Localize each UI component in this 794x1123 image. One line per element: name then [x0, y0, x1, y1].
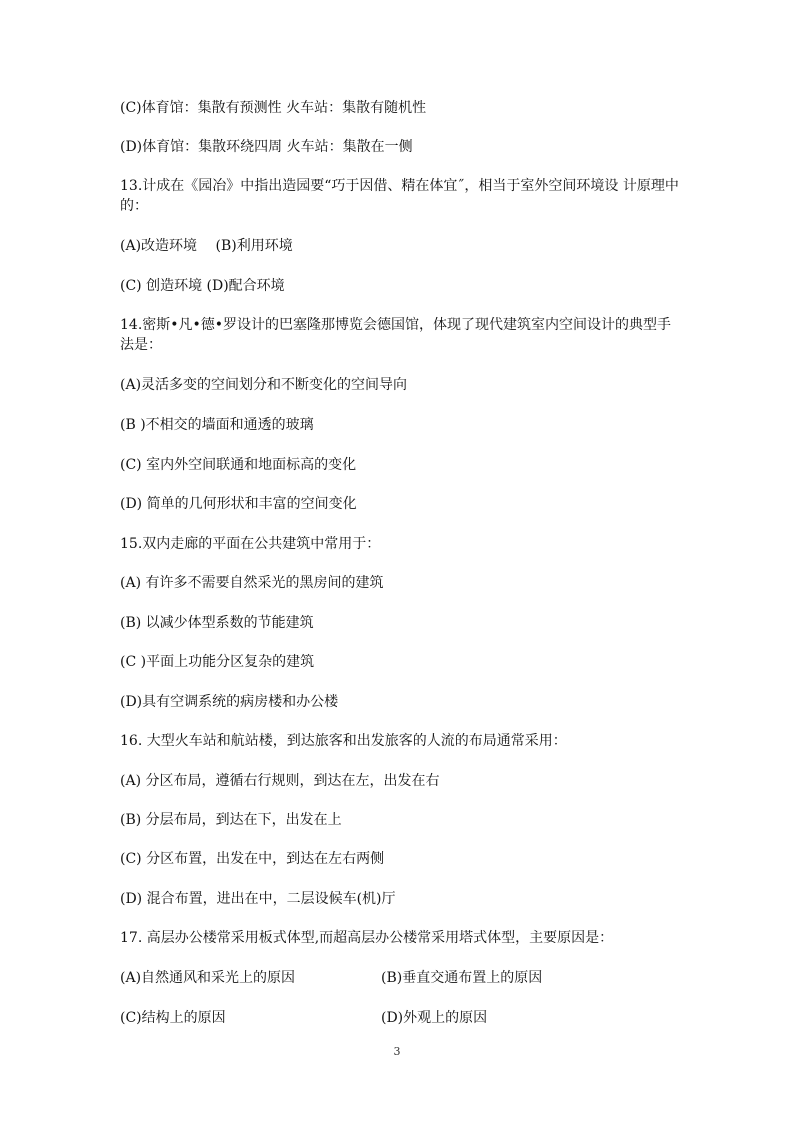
options-row-1-q17-col2: [381, 968, 542, 988]
option-b-q15: (B) 以减少体型系数的节能建筑: [120, 615, 314, 631]
question-13: 13.计成在《园冶》中指出造园要“巧于因借、精在体宜˝，相当于室外空间环境设 计原理中的：: [120, 178, 679, 214]
option-c-q12: (C)体育馆：集散有预测性 火车站：集散有随机性: [120, 100, 427, 116]
options-row-1-q17: [120, 968, 295, 988]
option-c-q16: (C) 分区布置，出发在中，到达在左右两侧: [120, 851, 385, 867]
options-row-2-q17-col2: [381, 1008, 487, 1028]
option-d-q17: (D)外观上的原因: [381, 1010, 488, 1026]
option-a-q14: (A)灵活多变的空间划分和不断变化的空间导向: [120, 377, 408, 393]
option-d-q14: (D) 简单的几何形状和丰富的空间变化: [120, 496, 357, 512]
option-c-q17: (C)结构上的原因: [120, 1010, 226, 1026]
option-d-q15: (D)具有空调系统的病房楼和办公楼: [120, 694, 339, 710]
option-d-q12: (D)体育馆：集散环绕四周 火车站：集散在一侧: [120, 139, 413, 155]
question-15: 15.双内走廊的平面在公共建筑中常用于：: [120, 536, 381, 552]
option-a-q17: (A)自然通风和采光上的原因: [120, 970, 296, 986]
question-16: 16. 大型火车站和航站楼，到达旅客和出发旅客的人流的布局通常采用：: [120, 733, 567, 749]
options-cd-q13: (C) 创造环境 (D)配合环境: [120, 278, 285, 294]
options-row-2-q17: [120, 1008, 226, 1028]
page-number: 3: [393, 1045, 401, 1058]
option-c-q14: (C) 室内外空间联通和地面标高的变化: [120, 457, 357, 473]
option-b-q14: (B )不相交的墙面和通透的玻璃: [120, 417, 314, 433]
option-d-q16: (D) 混合布置，进出在中，二层设候车(机)厅: [120, 891, 396, 907]
option-b-q17: (B)垂直交通布置上的原因: [381, 970, 543, 986]
question-17: 17. 高层办公楼常采用板式体型,而超高层办公楼常采用塔式体型，主要原因是：: [120, 930, 614, 946]
option-a-q16: (A) 分区布局，遵循右行规则，到达在左，出发在右: [120, 773, 440, 789]
option-c-q15: (C )平面上功能分区复杂的建筑: [120, 654, 315, 670]
option-b-q16: (B) 分层布局，到达在下，出发在上: [120, 812, 342, 828]
option-a-q15: (A) 有许多不需要自然采光的黑房间的建筑: [120, 575, 384, 591]
options-ab-q13: (A)改造环境 (B)利用环境: [120, 238, 293, 254]
question-14: 14.密斯•凡•德•罗设计的巴塞隆那博览会德国馆，体现了现代建筑室内空间设计的典型手法是：: [120, 317, 672, 353]
